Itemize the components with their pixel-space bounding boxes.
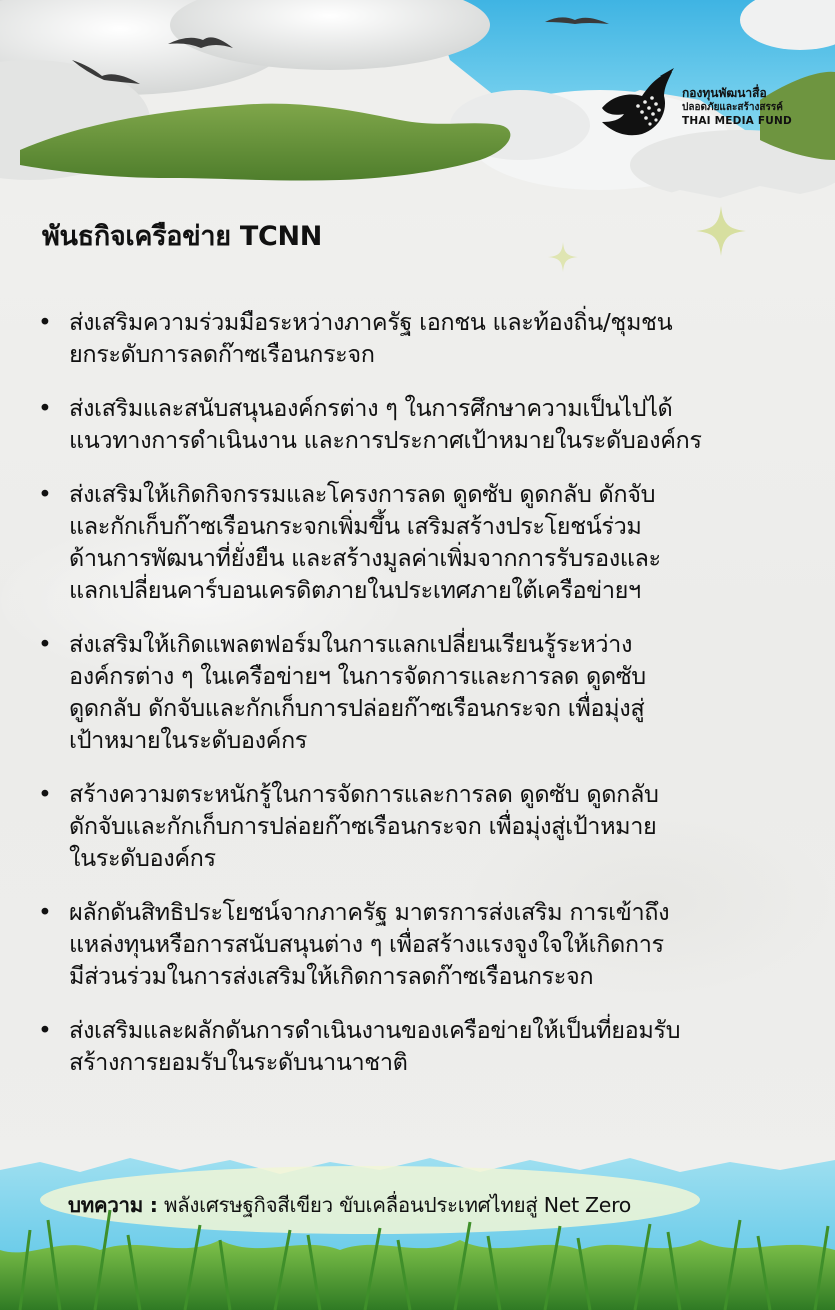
mission-item-line: ยกระดับการลดก๊าซเรือนกระจก bbox=[69, 340, 375, 368]
mission-item-line: ผลักดันสิทธิประโยชน์จากภาครัฐ มาตรการส่งเสริม การเข้าถึง bbox=[69, 898, 670, 926]
mission-item-line: เป้าหมายในระดับองค์กร bbox=[69, 726, 308, 754]
bullet-icon: • bbox=[38, 308, 52, 336]
logo-text bbox=[682, 86, 792, 128]
sparkle-icon bbox=[548, 242, 578, 272]
bird-logo-icon bbox=[598, 66, 678, 142]
mission-item-line: และกักเก็บก๊าซเรือนกระจกเพิ่มขึ้น เสริมสร้างประโยชน์ร่วม bbox=[69, 512, 642, 540]
bullet-icon: • bbox=[38, 480, 52, 508]
logo-name-line2: ปลอดภัยและสร้างสรรค์ bbox=[682, 102, 783, 113]
mission-item-line: แลกเปลี่ยนคาร์บอนเครดิตภายในประเทศภายใต้เครือข่ายฯ bbox=[69, 576, 641, 604]
mission-item-line: แนวทางการดำเนินงาน และการประกาศเป้าหมายในระดับองค์กร bbox=[69, 426, 702, 454]
mission-item-line: ส่งเสริมและผลักดันการดำเนินงานของเครือข่ายให้เป็นที่ยอมรับ bbox=[69, 1016, 681, 1044]
mission-item-line: องค์กรต่าง ๆ ในเครือข่ายฯ ในการจัดการและการลด ดูดซับ bbox=[69, 662, 646, 690]
mission-item-line: แหล่งทุนหรือการสนับสนุนต่าง ๆ เพื่อสร้างแรงจูงใจให้เกิดการ bbox=[69, 930, 664, 958]
mission-item bbox=[38, 896, 798, 992]
mission-list bbox=[38, 306, 798, 1100]
mission-item-line: ส่งเสริมให้เกิดกิจกรรมและโครงการลด ดูดซับ ดูดกลับ ดักจับ bbox=[69, 480, 656, 508]
mission-item-line: มีส่วนร่วมในการส่งเสริมให้เกิดการลดก๊าซเรือนกระจก bbox=[69, 962, 594, 990]
mission-item bbox=[38, 778, 798, 874]
mission-item bbox=[38, 306, 798, 370]
mission-item-line: ดูดกลับ ดักจับและกักเก็บการปล่อยก๊าซเรือนกระจก เพื่อมุ่งสู่ bbox=[69, 694, 645, 722]
article-caption bbox=[68, 1189, 631, 1222]
mission-item-line: ส่งเสริมและสนับสนุนองค์กรต่าง ๆ ในการศึกษาความเป็นไปได้ bbox=[69, 394, 673, 422]
mission-item-line: ดักจับและกักเก็บการปล่อยก๊าซเรือนกระจก เพื่อมุ่งสู่เป้าหมาย bbox=[69, 812, 657, 840]
mission-item bbox=[38, 478, 798, 606]
bullet-icon: • bbox=[38, 1016, 52, 1044]
bullet-icon: • bbox=[38, 780, 52, 808]
caption-text: พลังเศรษฐกิจสีเขียว ขับเคลื่อนประเทศไทยสู่ Net Zero bbox=[163, 1193, 632, 1217]
mission-item bbox=[38, 628, 798, 756]
mission-item-line: ส่งเสริมให้เกิดแพลตฟอร์มในการแลกเปลี่ยนเรียนรู้ระหว่าง bbox=[69, 630, 633, 658]
mission-item-line: สร้างความตระหนักรู้ในการจัดการและการลด ดูดซับ ดูดกลับ bbox=[69, 780, 659, 808]
thai-media-fund-logo bbox=[598, 66, 793, 142]
sparkle-icon bbox=[696, 206, 746, 256]
caption-label: บทความ : bbox=[68, 1193, 158, 1217]
page-title: พันธกิจเครือข่าย TCNN bbox=[42, 221, 323, 252]
mission-item-line: ในระดับองค์กร bbox=[69, 844, 216, 872]
logo-name-line1: กองทุนพัฒนาสื่อ bbox=[682, 86, 767, 100]
mission-item-line: ด้านการพัฒนาที่ยั่งยืน และสร้างมูลค่าเพิ่มจากการรับรองและ bbox=[69, 544, 661, 572]
logo-name-english: THAI MEDIA FUND bbox=[682, 115, 792, 127]
bullet-icon: • bbox=[38, 630, 52, 658]
mission-item-line: สร้างการยอมรับในระดับนานาชาติ bbox=[69, 1048, 408, 1076]
bullet-icon: • bbox=[38, 898, 52, 926]
mission-item-line: ส่งเสริมความร่วมมือระหว่างภาครัฐ เอกชน และท้องถิ่น/ชุมชน bbox=[69, 308, 673, 336]
mission-item bbox=[38, 392, 798, 456]
mission-item bbox=[38, 1014, 798, 1078]
bullet-icon: • bbox=[38, 394, 52, 422]
grass-footer-illustration bbox=[0, 1140, 835, 1310]
